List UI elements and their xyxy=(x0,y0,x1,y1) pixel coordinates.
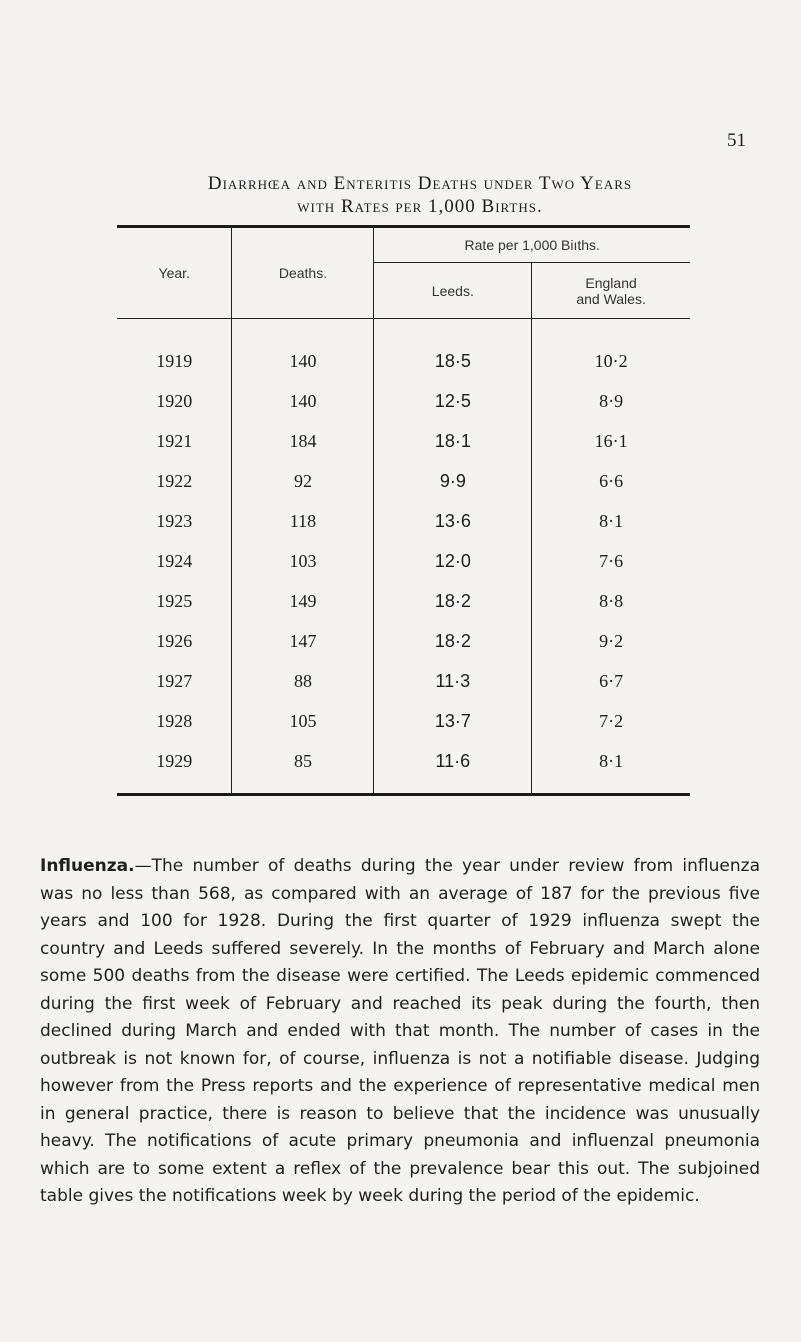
cell-deaths: 105 xyxy=(232,701,374,741)
cell-year: 1927 xyxy=(156,670,193,691)
table-heading xyxy=(40,172,800,218)
cell-england-wales: 16·1 xyxy=(532,421,690,461)
table-row xyxy=(117,541,690,581)
cell-leeds: 9·9 xyxy=(374,461,532,501)
cell-deaths: 184 xyxy=(232,421,374,461)
paragraph-lead: Influenza. xyxy=(40,856,135,876)
heading-line-1: Diarrhœa and Enteritis Deaths under Two Years xyxy=(207,173,633,194)
cell-deaths: 140 xyxy=(232,381,374,421)
header-rate-group: Rate per 1,000 Biıths. xyxy=(374,227,690,263)
cell-england-wales: 9·2 xyxy=(532,621,690,661)
header-england-line-1: England xyxy=(585,274,637,291)
cell-leeds: 18·5 xyxy=(374,319,532,382)
cell-leeds: 12·5 xyxy=(374,381,532,421)
paragraph-body: —The number of deaths during the year under review from influenza was no less than 568, as compared with an average of 187 for the previous five years and 100 for 1928. During the first quarter of 1929 influenza swept the country and Leeds suffered severely. In the months of February and March alone some 500 deaths from the disease were certified. The Leeds epidemic commenced during the first week of February and reached its peak during the fourth, then declined during March and ended with that month. The number of cases in the outbreak is not known for, of course, influenza is not a notifiable disease. Judging however from the Press reports and the experience of representative medical men in general practice, there is reason to believe that the incidence was unusually heavy. The notifications of acute primary pneumonia and influenzal pneumonia which are to some extent a reflex of the prevalence bear this out. The subjoined table gives the notifications week by week during the period of the epidemic. xyxy=(40,856,760,1206)
cell-england-wales: 6·6 xyxy=(532,461,690,501)
table-row xyxy=(117,661,690,701)
header-year: Year. xyxy=(158,265,190,281)
cell-year: 1924 xyxy=(156,550,193,571)
table-row xyxy=(117,421,690,461)
cell-england-wales: 8·1 xyxy=(532,741,690,795)
cell-deaths: 103 xyxy=(232,541,374,581)
cell-leeds: 13·7 xyxy=(374,701,532,741)
cell-leeds: 18·2 xyxy=(374,581,532,621)
cell-year: 1923 xyxy=(156,510,193,531)
cell-deaths: 140 xyxy=(232,319,374,382)
table-row xyxy=(117,319,690,382)
table-row xyxy=(117,621,690,661)
header-england-line-2: and Wales. xyxy=(576,290,646,307)
heading-line-2: with Rates per 1,000 Births. xyxy=(297,196,543,217)
cell-england-wales: 6·7 xyxy=(532,661,690,701)
cell-year: 1922 xyxy=(156,470,193,491)
cell-england-wales: 7·6 xyxy=(532,541,690,581)
cell-deaths: 92 xyxy=(232,461,374,501)
cell-england-wales: 8·9 xyxy=(532,381,690,421)
table-row xyxy=(117,581,690,621)
cell-leeds: 11·6 xyxy=(374,741,532,795)
cell-deaths: 149 xyxy=(232,581,374,621)
header-england-wales xyxy=(532,263,690,319)
cell-deaths: 118 xyxy=(232,501,374,541)
cell-leeds: 13·6 xyxy=(374,501,532,541)
page-number: 51 xyxy=(727,130,746,151)
cell-year: 1928 xyxy=(156,710,193,731)
table-row xyxy=(117,461,690,501)
cell-leeds: 18·1 xyxy=(374,421,532,461)
cell-year: 1926 xyxy=(156,630,193,651)
cell-deaths: 147 xyxy=(232,621,374,661)
header-deaths: Deaths. xyxy=(232,227,374,319)
table-row xyxy=(117,701,690,741)
table-row xyxy=(117,741,690,795)
cell-year: 1925 xyxy=(156,590,193,611)
cell-deaths: 88 xyxy=(232,661,374,701)
cell-deaths: 85 xyxy=(232,741,374,795)
cell-leeds: 12·0 xyxy=(374,541,532,581)
cell-england-wales: 8·1 xyxy=(532,501,690,541)
table-row xyxy=(117,501,690,541)
cell-year: 1921 xyxy=(156,430,193,451)
diarrhoea-deaths-table xyxy=(117,225,690,796)
cell-year: 1929 xyxy=(156,750,193,771)
influenza-paragraph xyxy=(40,853,760,1211)
cell-england-wales: 8·8 xyxy=(532,581,690,621)
header-leeds: Leeds. xyxy=(374,263,532,319)
cell-england-wales: 10·2 xyxy=(532,319,690,382)
table-body xyxy=(117,319,690,795)
table-row xyxy=(117,381,690,421)
cell-year: 1920 xyxy=(156,390,193,411)
cell-year: 1919 xyxy=(156,350,193,371)
cell-leeds: 11·3 xyxy=(374,661,532,701)
cell-leeds: 18·2 xyxy=(374,621,532,661)
cell-england-wales: 7·2 xyxy=(532,701,690,741)
